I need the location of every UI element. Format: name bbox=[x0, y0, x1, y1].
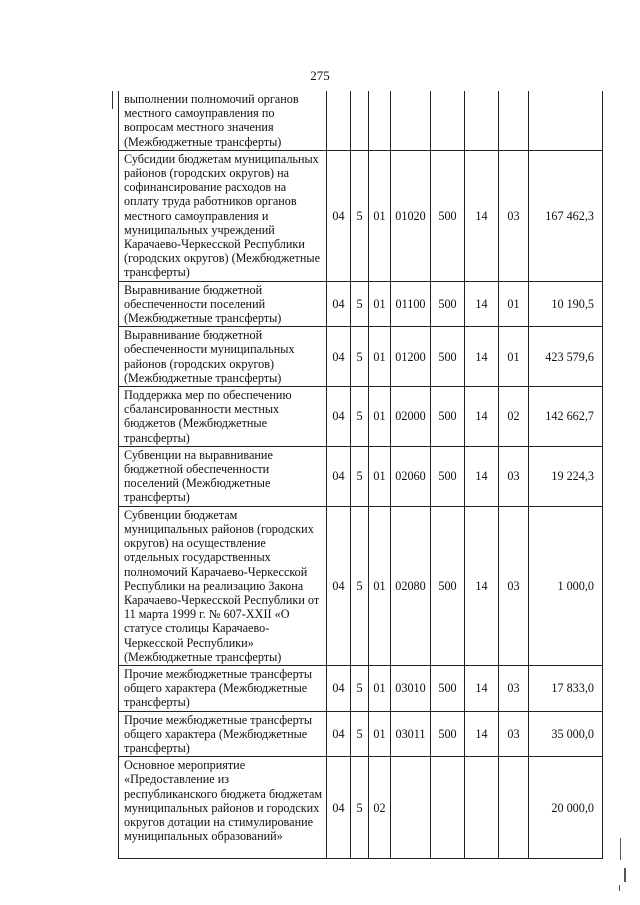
row-name: Выравнивание бюджетной обеспеченности муниципальных районов (городских округов) (Межбюджетные трансферты) bbox=[119, 327, 327, 387]
table-row bbox=[119, 711, 603, 757]
table-row bbox=[119, 150, 603, 281]
table-row bbox=[119, 91, 603, 150]
code-7 bbox=[499, 757, 529, 859]
code-5: 500 bbox=[431, 446, 465, 506]
code-7: 01 bbox=[499, 281, 529, 327]
code-2: 5 bbox=[351, 327, 369, 387]
row-name: Субвенции бюджетам муниципальных районов (городских округов) на осуществление отдельных государственных полномочий Карачаево-Черкесской Республики на реализацию Закона Карачаево-Черкесской Республики от 11 марта 1999 г. № 607-XXII «О статусе столицы Карачаево-Черкесской Республики» (Межбюджетные трансферты) bbox=[119, 506, 327, 665]
code-3: 01 bbox=[369, 711, 391, 757]
binding-margin-line bbox=[112, 91, 113, 109]
code-2: 5 bbox=[351, 757, 369, 859]
budget-table bbox=[118, 91, 603, 859]
code-3: 01 bbox=[369, 327, 391, 387]
row-name: Субвенции на выравнивание бюджетной обеспеченности поселений (Межбюджетные трансферты) bbox=[119, 446, 327, 506]
code-3: 01 bbox=[369, 150, 391, 281]
amount: 1 000,0 bbox=[529, 506, 603, 665]
row-name: Выравнивание бюджетной обеспеченности поселений (Межбюджетные трансферты) bbox=[119, 281, 327, 327]
code-5: 500 bbox=[431, 327, 465, 387]
row-name: Прочие межбюджетные трансферты общего характера (Межбюджетные трансферты) bbox=[119, 711, 327, 757]
code-2: 5 bbox=[351, 711, 369, 757]
scan-artifact bbox=[619, 885, 620, 891]
code-3: 01 bbox=[369, 281, 391, 327]
table-row bbox=[119, 327, 603, 387]
code-7: 03 bbox=[499, 150, 529, 281]
amount: 142 662,7 bbox=[529, 387, 603, 447]
code-3 bbox=[369, 91, 391, 150]
code-4: 02000 bbox=[391, 387, 431, 447]
code-6 bbox=[465, 757, 499, 859]
table-row bbox=[119, 281, 603, 327]
code-6: 14 bbox=[465, 506, 499, 665]
code-5 bbox=[431, 91, 465, 150]
code-1: 04 bbox=[327, 327, 351, 387]
code-4: 01200 bbox=[391, 327, 431, 387]
amount: 17 833,0 bbox=[529, 665, 603, 711]
code-3: 01 bbox=[369, 665, 391, 711]
code-5 bbox=[431, 757, 465, 859]
row-name: выполнении полномочий органов местного самоуправления по вопросам местного значения (Межбюджетные трансферты) bbox=[119, 91, 327, 150]
amount: 10 190,5 bbox=[529, 281, 603, 327]
row-name: Субсидии бюджетам муниципальных районов (городских округов) на софинансирование расходов на оплату труда работников органов местного самоуправления и муниципальных учреждений Карачаево-Черкесской Республики (городских округов) (Межбюджетные трансферты) bbox=[119, 150, 327, 281]
code-6: 14 bbox=[465, 327, 499, 387]
page-number: 275 bbox=[310, 68, 330, 83]
code-7 bbox=[499, 91, 529, 150]
amount: 19 224,3 bbox=[529, 446, 603, 506]
code-2: 5 bbox=[351, 150, 369, 281]
amount: 20 000,0 bbox=[529, 757, 603, 859]
scan-artifact bbox=[620, 838, 621, 860]
amount: 35 000,0 bbox=[529, 711, 603, 757]
code-2: 5 bbox=[351, 665, 369, 711]
row-name: Поддержка мер по обеспечению сбалансированности местных бюджетов (Межбюджетные трансферты) bbox=[119, 387, 327, 447]
code-4: 03011 bbox=[391, 711, 431, 757]
amount: 423 579,6 bbox=[529, 327, 603, 387]
code-6: 14 bbox=[465, 665, 499, 711]
code-2: 5 bbox=[351, 446, 369, 506]
code-6 bbox=[465, 91, 499, 150]
code-1: 04 bbox=[327, 446, 351, 506]
code-2 bbox=[351, 91, 369, 150]
table-row bbox=[119, 387, 603, 447]
code-7: 01 bbox=[499, 327, 529, 387]
code-4: 02060 bbox=[391, 446, 431, 506]
code-7: 03 bbox=[499, 665, 529, 711]
row-name: Основное мероприятие «Предоставление из республиканского бюджета бюджетам муниципальных районов и городских округов дотации на стимулирование муниципальных образований» bbox=[119, 757, 327, 859]
code-1: 04 bbox=[327, 281, 351, 327]
scan-artifact bbox=[624, 868, 626, 882]
table-row bbox=[119, 757, 603, 859]
amount bbox=[529, 91, 603, 150]
code-1: 04 bbox=[327, 150, 351, 281]
code-5: 500 bbox=[431, 281, 465, 327]
code-1: 04 bbox=[327, 387, 351, 447]
code-2: 5 bbox=[351, 506, 369, 665]
code-7: 02 bbox=[499, 387, 529, 447]
table-row bbox=[119, 506, 603, 665]
code-4: 03010 bbox=[391, 665, 431, 711]
table-row bbox=[119, 446, 603, 506]
amount: 167 462,3 bbox=[529, 150, 603, 281]
code-6: 14 bbox=[465, 711, 499, 757]
code-1 bbox=[327, 91, 351, 150]
code-1: 04 bbox=[327, 711, 351, 757]
code-5: 500 bbox=[431, 150, 465, 281]
code-4: 01100 bbox=[391, 281, 431, 327]
code-4 bbox=[391, 757, 431, 859]
code-2: 5 bbox=[351, 387, 369, 447]
code-3: 01 bbox=[369, 387, 391, 447]
code-1: 04 bbox=[327, 665, 351, 711]
code-7: 03 bbox=[499, 446, 529, 506]
row-name: Прочие межбюджетные трансферты общего характера (Межбюджетные трансферты) bbox=[119, 665, 327, 711]
code-1: 04 bbox=[327, 757, 351, 859]
code-4 bbox=[391, 91, 431, 150]
code-6: 14 bbox=[465, 281, 499, 327]
code-4: 02080 bbox=[391, 506, 431, 665]
code-3: 01 bbox=[369, 446, 391, 506]
code-5: 500 bbox=[431, 711, 465, 757]
code-1: 04 bbox=[327, 506, 351, 665]
code-4: 01020 bbox=[391, 150, 431, 281]
code-3: 02 bbox=[369, 757, 391, 859]
code-6: 14 bbox=[465, 446, 499, 506]
code-5: 500 bbox=[431, 665, 465, 711]
code-5: 500 bbox=[431, 506, 465, 665]
code-2: 5 bbox=[351, 281, 369, 327]
code-3: 01 bbox=[369, 506, 391, 665]
code-6: 14 bbox=[465, 150, 499, 281]
code-6: 14 bbox=[465, 387, 499, 447]
code-5: 500 bbox=[431, 387, 465, 447]
code-7: 03 bbox=[499, 711, 529, 757]
table-row bbox=[119, 665, 603, 711]
code-7: 03 bbox=[499, 506, 529, 665]
